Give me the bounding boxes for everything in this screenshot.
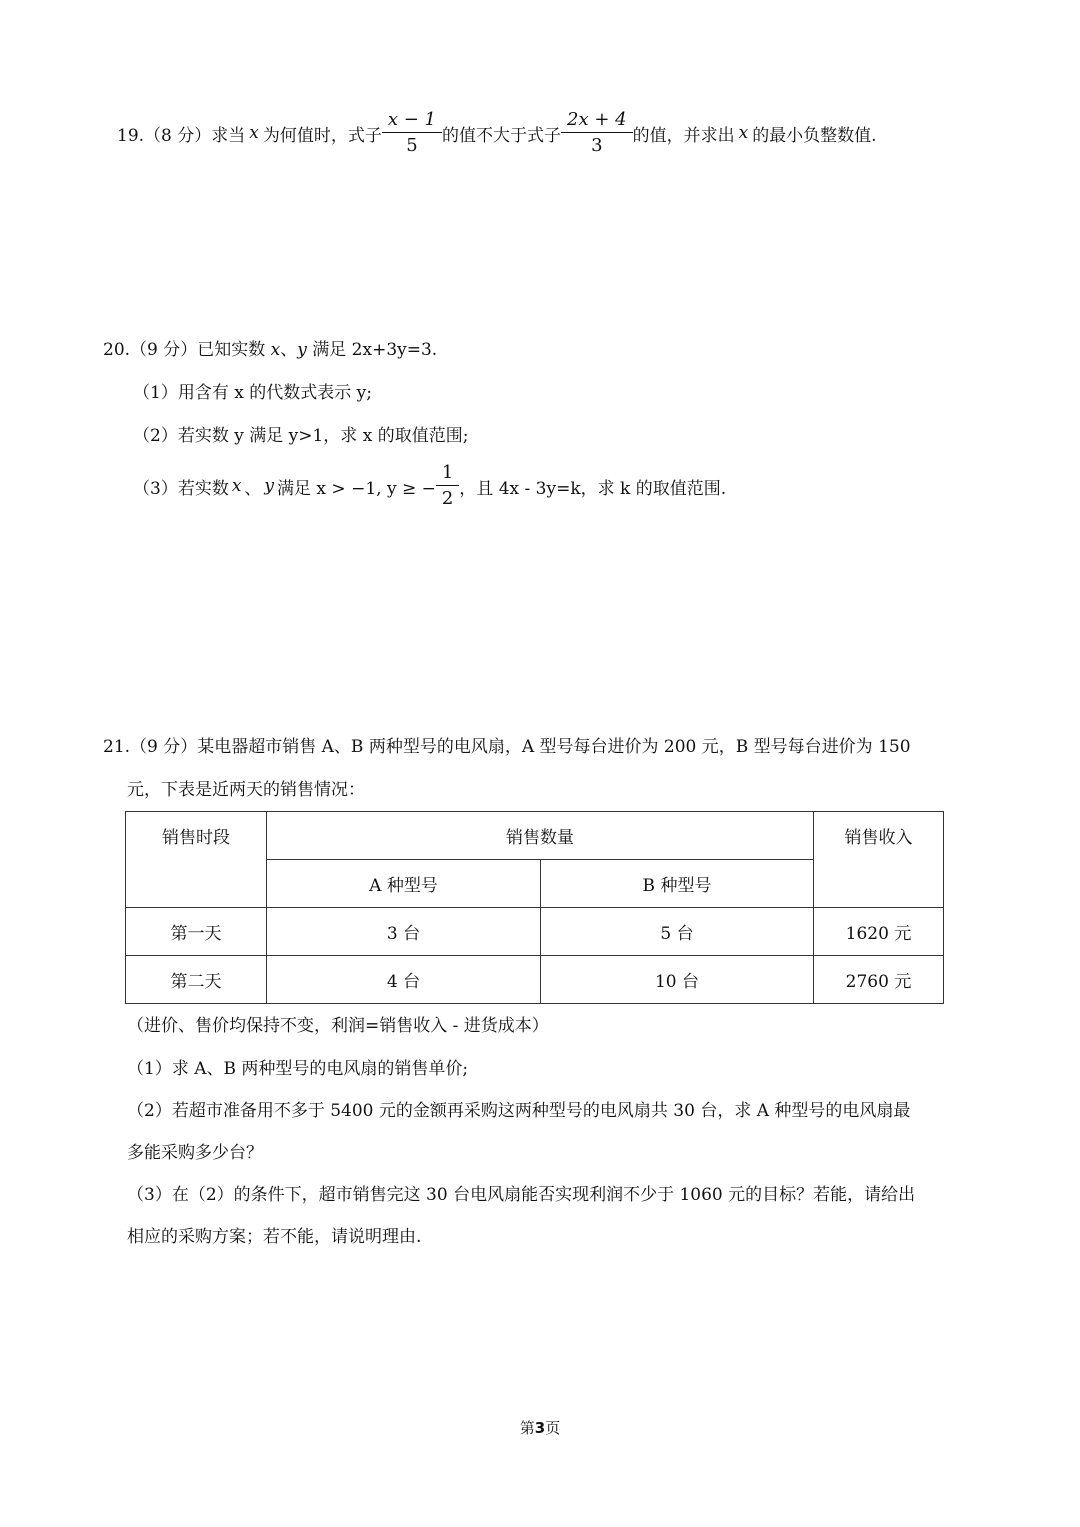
- cell-b-qty: 5 台: [541, 908, 814, 956]
- q19-fraction-2: [564, 108, 630, 159]
- q19-var-x-2: x: [738, 123, 749, 143]
- header-period: 销售时段: [126, 812, 267, 908]
- q20-p3-fraction: [439, 461, 456, 512]
- q19-tail: 的最小负整数值.: [752, 125, 877, 146]
- q21-note: （进价、售价均保持不变，利润=销售收入 - 进货成本）: [127, 1016, 549, 1036]
- q21-part-3-line-1: （3）在（2）的条件下，超市销售完这 30 台电风扇能否实现利润不少于 1060 元的目标？若能，请给出: [127, 1185, 916, 1205]
- q19-var-x: x: [249, 123, 259, 143]
- q19-head: 19.（8 分）求当: [117, 125, 246, 146]
- header-quantity: 销售数量: [267, 812, 814, 860]
- q20-var-x: x: [270, 340, 281, 360]
- table-row: [126, 908, 944, 956]
- q21-line-2: 元，下表是近两天的销售情况：: [127, 780, 365, 800]
- q19-frac2-numerator: 2x + 4: [567, 108, 627, 130]
- q19-frac1-denominator: 5: [382, 132, 442, 159]
- q20-p3-frac-numerator: 1: [441, 461, 454, 483]
- q19-frac1-numerator: x − 1: [387, 108, 436, 130]
- page-number: [0, 1417, 1080, 1438]
- page-prefix: 第: [519, 1419, 535, 1437]
- q20-p3-head: （3）若实数: [133, 478, 229, 499]
- header-type-b: B 种型号: [541, 860, 814, 908]
- q19-mid3: 的值，并求出: [632, 125, 735, 146]
- cell-period: 第二天: [126, 956, 267, 1004]
- sales-table: [125, 811, 944, 1004]
- header-type-a: A 种型号: [267, 860, 541, 908]
- page-suffix: 页: [545, 1419, 561, 1437]
- table-row: [126, 956, 944, 1004]
- question-19: [117, 104, 877, 162]
- cell-a-qty: 3 台: [267, 908, 541, 956]
- q20-condition: 满足 2x+3y=3.: [312, 340, 438, 360]
- q21-part-1: （1）求 A、B 两种型号的电风扇的销售单价;: [127, 1059, 469, 1079]
- q21-line-1: 21.（9 分）某电器超市销售 A、B 两种型号的电风扇，A 型号每台进价为 200 元，B 型号每台进价为 150: [103, 737, 911, 757]
- header-income: 销售收入: [814, 812, 944, 908]
- cell-income: 2760 元: [814, 956, 944, 1004]
- cell-income: 1620 元: [814, 908, 944, 956]
- q19-mid2: 的值不大于式子: [442, 125, 561, 146]
- cell-period: 第一天: [126, 908, 267, 956]
- q20-p3-frac-denominator: 2: [436, 485, 459, 512]
- q21-part-2-line-1: （2）若超市准备用不多于 5400 元的金额再采购这两种型号的电风扇共 30 台，求 A 种型号的电风扇最: [127, 1101, 911, 1121]
- q21-part-2-line-2: 多能采购多少台？: [127, 1143, 263, 1163]
- q20-part-2: （2）若实数 y 满足 y>1，求 x 的取值范围;: [133, 426, 469, 446]
- q20-p3-var-x: x: [231, 476, 242, 496]
- page-num-value: 3: [534, 1419, 546, 1437]
- q20-p3-sep: 、: [244, 478, 262, 499]
- q20-sep: 、: [280, 340, 298, 360]
- q20-p3-var-y: y: [264, 476, 275, 496]
- q20-part-1: （1）用含有 x 的代数式表示 y;: [133, 383, 372, 403]
- question-20-stem: [103, 338, 437, 362]
- q20-head: 20.（9 分）已知实数: [103, 340, 266, 360]
- q20-p3-tail: ，且 4x - 3y=k，求 k 的取值范围.: [459, 478, 727, 499]
- cell-b-qty: 10 台: [541, 956, 814, 1004]
- q20-p3-condition: 满足 x > −1, y ≥ −: [277, 478, 436, 499]
- q19-fraction-1: [385, 108, 439, 159]
- q19-mid1: 为何值时，式子: [262, 125, 382, 146]
- table-header-row-1: [126, 812, 944, 860]
- cell-a-qty: 4 台: [267, 956, 541, 1004]
- q20-part-3: [133, 458, 726, 514]
- q19-frac2-denominator: 3: [561, 132, 633, 159]
- q20-var-y: y: [297, 340, 307, 360]
- q21-part-3-line-2: 相应的采购方案；若不能，请说明理由.: [127, 1227, 422, 1247]
